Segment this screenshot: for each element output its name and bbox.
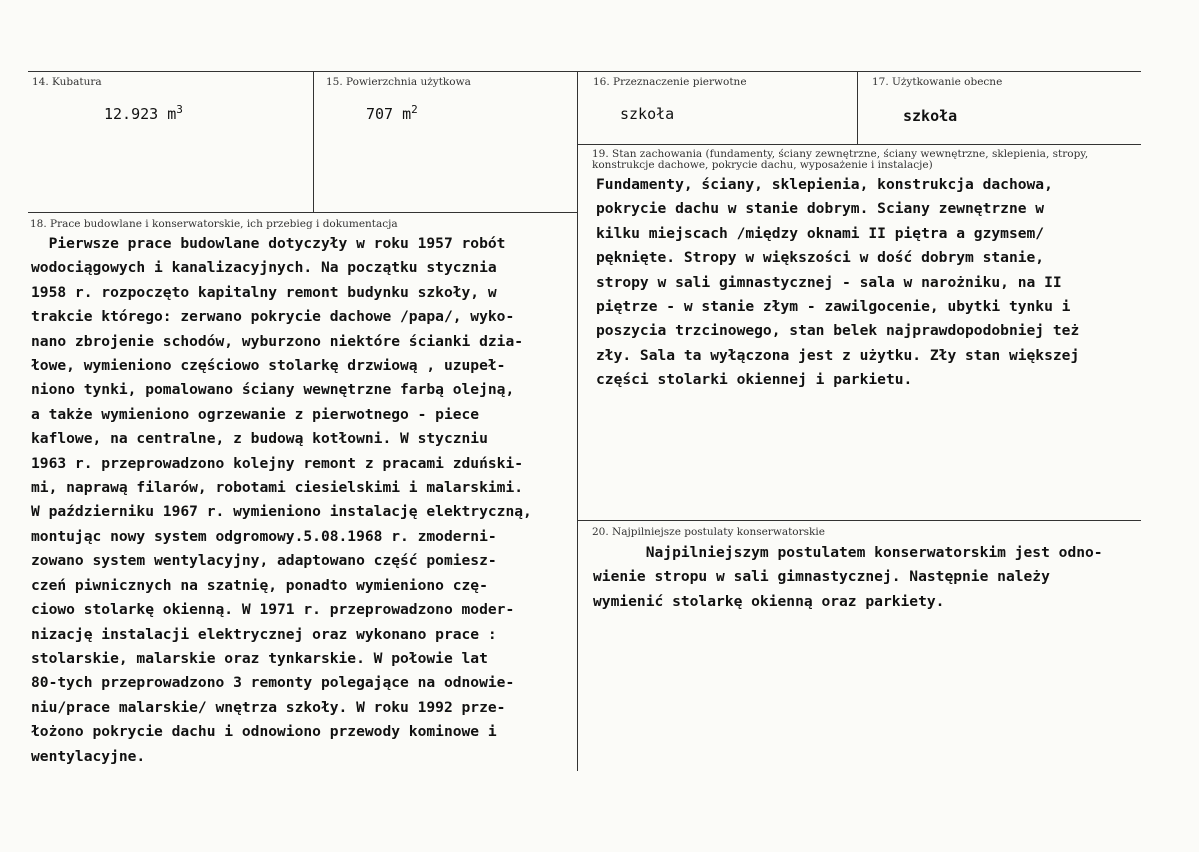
top-rule — [28, 71, 1141, 72]
kubatura-unit-exponent: 3 — [176, 103, 183, 116]
powierzchnia-unit-exponent: 2 — [411, 103, 418, 116]
divider-14-15 — [313, 71, 314, 212]
kubatura-number: 12.923 m — [104, 105, 177, 123]
uzytkowanie-value: szkoła — [903, 107, 958, 125]
stan-label-line1: 19. Stan zachowania (fundamenty, ściany zewnętrzne, ściany wewnętrzne, sklepienia, stropy, — [592, 148, 1089, 160]
postulaty-text: Najpilniejszym postulatem konserwatorskim jest odno- wienie stropu w sali gimnastycznej. Następnie należy wymienić stolarkę okienną oraz parkiety. — [593, 544, 1103, 610]
powierzchnia-number: 707 m — [366, 105, 412, 123]
kubatura-label: 14. Kubatura — [32, 76, 102, 88]
przeznaczenie-label: 16. Przeznaczenie pierwotne — [593, 76, 747, 88]
rule-above-20 — [578, 520, 1141, 521]
rule-above-18 — [28, 212, 578, 213]
rule-above-19 — [578, 144, 1141, 145]
powierzchnia-value — [366, 103, 418, 123]
przeznaczenie-value: szkoła — [620, 105, 675, 123]
postulaty-label: 20. Najpilniejsze postulaty konserwatorskie — [592, 526, 825, 538]
divider-15-16 — [577, 71, 578, 771]
prace-text: Pierwsze prace budowlane dotyczyły w roku 1957 robót wodociągowych i kanalizacyjnych. Na początku stycznia 1958 r. rozpoczęto kapitalny remont budynku szkoły, w trakcie którego: zerwano pokrycie dachowe /papa/, wyko- nano zbrojenie schodów, wyburzono niektóre ścianki dzia- łowe, wymieniono częściowo stolarkę drzwiową , uzupeł- niono tynki, pomalowano ściany wewnętrzne farbą olejną, a także wymieniono ogrzewanie z pierwotnego - piece kaflowe, na centralne, z budową kotłowni. W styczniu 1963 r. przeprowadzono kolejny remont z pracami zduński- mi, naprawą filarów, robotami ciesielskimi i malarskimi. W październiku 1967 r. wymieniono instalację elektryczną, montując nowy system odgromowy.5.08.1968 r. zmoderni- zowano system wentylacyjny, adaptowano część pomiesz- czeń piwnicznych na szatnię, ponadto wymieniono czę- ciowo stolarkę okienną. W 1971 r. przeprowadzono moder- nizację instalacji elektrycznej oraz wykonano prace : stolarskie, malarskie oraz tynkarskie. W połowie lat 80-tych przeprowadzono 3 remonty polegające na odnowie- niu/prace malarskie/ wnętrza szkoły. W roku 1992 prze- łożono pokrycie dachu i odnowiono przewody kominowe i wentylacyjne. — [31, 235, 532, 765]
kubatura-value — [104, 103, 183, 123]
prace-label: 18. Prace budowlane i konserwatorskie, ich przebieg i dokumentacja — [30, 218, 398, 230]
powierzchnia-label: 15. Powierzchnia użytkowa — [326, 76, 471, 88]
stan-label-line2: konstrukcje dachowe, pokrycie dachu, wyposażenie i instalacje) — [592, 159, 933, 171]
divider-16-17 — [857, 71, 858, 144]
stan-text: Fundamenty, ściany, sklepienia, konstrukcja dachowa, pokrycie dachu w stanie dobrym. Sciany zewnętrzne w kilku miejscach /między oknami II piętra a gzymsem/ pęknięte. Stropy w większości w dość dobrym stanie, stropy w sali gimnastycznej - sala w narożniku, na II piętrze - w stanie złym - zawilgocenie, ubytki tynku i poszycia trzcinowego, stan belek najprawdopodobniej też zły. Sala ta wyłączona jest z użytku. Zły stan większej części stolarki okiennej i parkietu. — [596, 176, 1080, 389]
uzytkowanie-label: 17. Użytkowanie obecne — [872, 76, 1003, 88]
